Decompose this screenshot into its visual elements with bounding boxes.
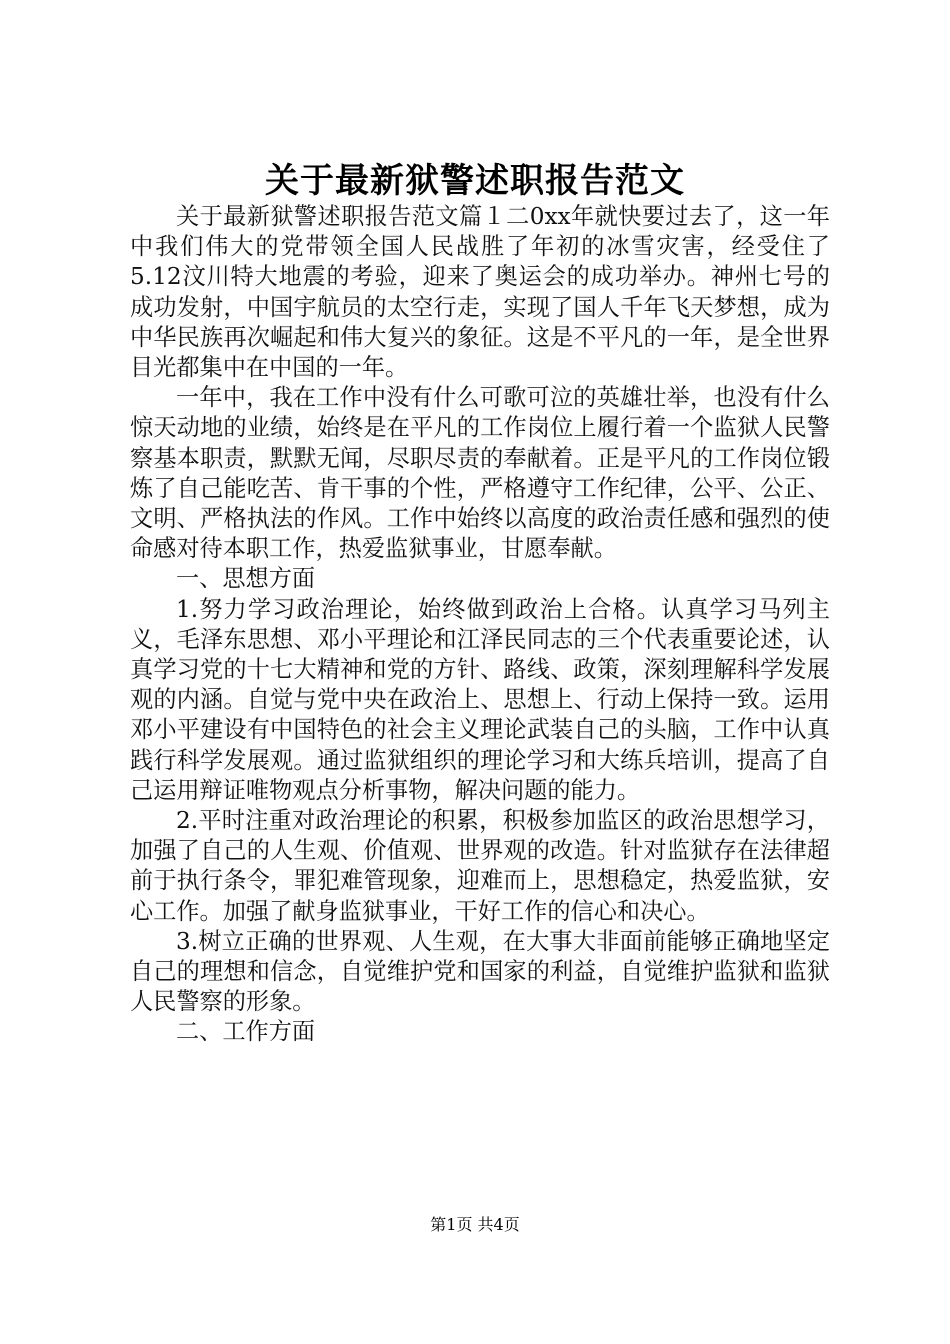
paragraph-item-2: 2.平时注重对政治理论的积累，积极参加监区的政治思想学习，加强了自己的人生观、价值观、世界观的改造。针对监狱存在法律超前于执行条令，罪犯难管现象，迎难而上，思想稳定，热爱监狱，安心工作。加强了献身监狱事业，干好工作的信心和决心。 — [130, 807, 830, 925]
section-heading-work: 二、工作方面 — [176, 1018, 316, 1046]
paragraph-intro: 关于最新狱警述职报告范文篇１二0xx年就快要过去了，这一年中我们伟大的党带领全国人民战胜了年初的冰雪灾害，经受住了5.12汶川特大地震的考验，迎来了奥运会的成功举办。神州七号的成功发射，中国宇航员的太空行走，实现了国人千年飞天梦想，成为中华民族再次崛起和伟大复兴的象征。这是不平凡的一年，是全世界目光都集中在中国的一年。 — [130, 203, 830, 382]
document-title: 关于最新狱警述职报告范文 — [265, 161, 685, 201]
paragraph-item-1: 1.努力学习政治理论，始终做到政治上合格。认真学习马列主义，毛泽东思想、邓小平理论和江泽民同志的三个代表重要论述，认真学习党的十七大精神和党的方针、路线、政策，深刻理解科学发展观的内涵。自觉与党中央在政治上、思想上、行动上保持一致。运用邓小平建设有中国特色的社会主义理论武装自己的头脑，工作中认真践行科学发展观。通过监狱组织的理论学习和大练兵培训，提高了自己运用辩证唯物观点分析事物，解决问题的能力。 — [130, 595, 830, 804]
paragraph-summary: 一年中，我在工作中没有什么可歌可泣的英雄壮举，也没有什么惊天动地的业绩，始终是在平凡的工作岗位上履行着一个监狱人民警察基本职责，默默无闻，尽职尽责的奉献着。正是平凡的工作岗位锻炼了自己能吃苦、肯干事的个性，严格遵守工作纪律，公平、公正、文明、严格执法的作风。工作中始终以高度的政治责任感和强烈的使命感对待本职工作，热爱监狱事业，甘愿奉献。 — [130, 384, 830, 563]
paragraph-item-3: 3.树立正确的世界观、人生观，在大事大非面前能够正确地坚定自己的理想和信念，自觉维护党和国家的利益，自觉维护监狱和监狱人民警察的形象。 — [130, 927, 830, 1016]
page-footer: 第1页 共4页 — [430, 1215, 520, 1234]
section-heading-ideology: 一、思想方面 — [176, 565, 316, 593]
document-body — [130, 202, 830, 1048]
